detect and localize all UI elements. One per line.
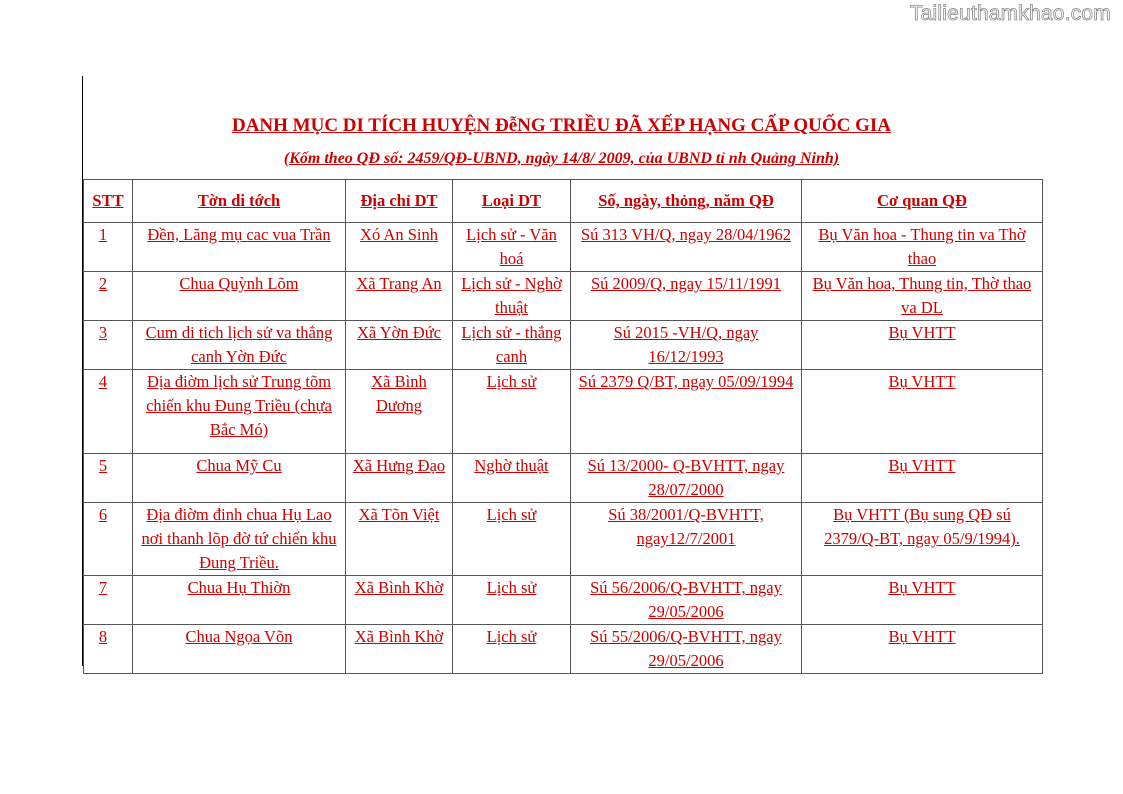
- table-row: [84, 625, 1043, 674]
- cell-name: Chua Ngọa Võn: [133, 625, 346, 674]
- cell-location: Xó An Sinh: [346, 223, 453, 272]
- header-decision: Số, ngày, thỏng, năm QĐ: [571, 180, 802, 223]
- cell-agency: Bụ Văn hoa, Thung tin, Thờ thao va DL: [802, 272, 1043, 321]
- cell-name: Đền, Lăng mụ cac vua Trần: [133, 223, 346, 272]
- cell-name: Chua Mỹ Cu: [133, 454, 346, 503]
- cell-decision: Sú 2009/Q, ngay 15/11/1991: [571, 272, 802, 321]
- cell-location: Xã Hưng Đạo: [346, 454, 453, 503]
- table-header-row: [84, 180, 1043, 223]
- cell-type: Lịch sử: [453, 370, 571, 454]
- table-row: [84, 454, 1043, 503]
- table-row: [84, 321, 1043, 370]
- cell-stt: 7: [84, 576, 133, 625]
- table-row: [84, 576, 1043, 625]
- cell-stt: 6: [84, 503, 133, 576]
- cell-agency: Bụ VHTT: [802, 370, 1043, 454]
- table-row: [84, 272, 1043, 321]
- cell-decision: Sú 313 VH/Q, ngay 28/04/1962: [571, 223, 802, 272]
- header-agency: Cơ quan QĐ: [802, 180, 1043, 223]
- cell-type: Lịch sử - Nghờ thuật: [453, 272, 571, 321]
- cell-decision: Sú 2015 -VH/Q, ngay 16/12/1993: [571, 321, 802, 370]
- document-subtitle: (Kốm theo QĐ số: 2459/QĐ-UBND, ngày 14/8/ 2009, của UBND tỉ nh Quảng Ninh): [283, 150, 840, 167]
- cell-stt: 1: [84, 223, 133, 272]
- cell-location: Xã Bình Khờ: [346, 576, 453, 625]
- cell-name: Địa điờm đinh chua Hụ Lao nơi thanh lõp đờ tứ chiến khu Đung Triều.: [133, 503, 346, 576]
- cell-agency: Bụ Văn hoa - Thung tin va Thờ thao: [802, 223, 1043, 272]
- cell-type: Lịch sử: [453, 503, 571, 576]
- header-location: Địa chỉ DT: [346, 180, 453, 223]
- cell-decision: Sú 38/2001/Q-BVHTT, ngay12/7/2001: [571, 503, 802, 576]
- cell-location: Xã Bình Dương: [346, 370, 453, 454]
- cell-location: Xã Yờn Đức: [346, 321, 453, 370]
- cell-agency: Bụ VHTT (Bụ sung QĐ sú 2379/Q-BT, ngay 05/9/1994).: [802, 503, 1043, 576]
- cell-location: Xã Trang An: [346, 272, 453, 321]
- table-row: [84, 503, 1043, 576]
- cell-location: Xã Tõn Việt: [346, 503, 453, 576]
- cell-decision: Sú 55/2006/Q-BVHTT, ngay 29/05/2006: [571, 625, 802, 674]
- cell-stt: 2: [84, 272, 133, 321]
- cell-stt: 8: [84, 625, 133, 674]
- cell-decision: Sú 13/2000- Q-BVHTT, ngay 28/07/2000: [571, 454, 802, 503]
- cell-type: Lịch sử - Văn hoá: [453, 223, 571, 272]
- cell-type: Lịch sử: [453, 576, 571, 625]
- cell-agency: Bụ VHTT: [802, 454, 1043, 503]
- table-row: [84, 223, 1043, 272]
- cell-agency: Bụ VHTT: [802, 321, 1043, 370]
- header-stt: STT: [84, 180, 133, 223]
- cell-name: Cum di tich lịch sử va thắng canh Yờn Đức: [133, 321, 346, 370]
- cell-stt: 3: [84, 321, 133, 370]
- watermark-text: Tailieuthamkhao.com: [909, 2, 1111, 25]
- cell-agency: Bụ VHTT: [802, 576, 1043, 625]
- header-type: Loại DT: [453, 180, 571, 223]
- header-name: Tờn di tớch: [133, 180, 346, 223]
- cell-stt: 4: [84, 370, 133, 454]
- cell-decision: Sú 2379 Q/BT, ngay 05/09/1994: [571, 370, 802, 454]
- cell-location: Xã Bình Khờ: [346, 625, 453, 674]
- cell-stt: 5: [84, 454, 133, 503]
- monuments-table: [83, 179, 1043, 674]
- cell-type: Lịch sử - thắng canh: [453, 321, 571, 370]
- cell-name: Địa điờm lịch sử Trung tõm chiến khu Đung Triều (chựa Bắc Mó): [133, 370, 346, 454]
- cell-agency: Bụ VHTT: [802, 625, 1043, 674]
- cell-type: Nghờ thuật: [453, 454, 571, 503]
- cell-type: Lịch sử: [453, 625, 571, 674]
- cell-decision: Sú 56/2006/Q-BVHTT, ngay 29/05/2006: [571, 576, 802, 625]
- cell-name: Chua Hụ Thiờn: [133, 576, 346, 625]
- cell-name: Chua Quỳnh Lõm: [133, 272, 346, 321]
- document-title: DANH MỤC DI TÍCH HUYỆN ĐễNG TRIỀU ĐÃ XẾP HẠNG CẤP QUỐC GIA: [231, 115, 892, 136]
- table-row: [84, 370, 1043, 454]
